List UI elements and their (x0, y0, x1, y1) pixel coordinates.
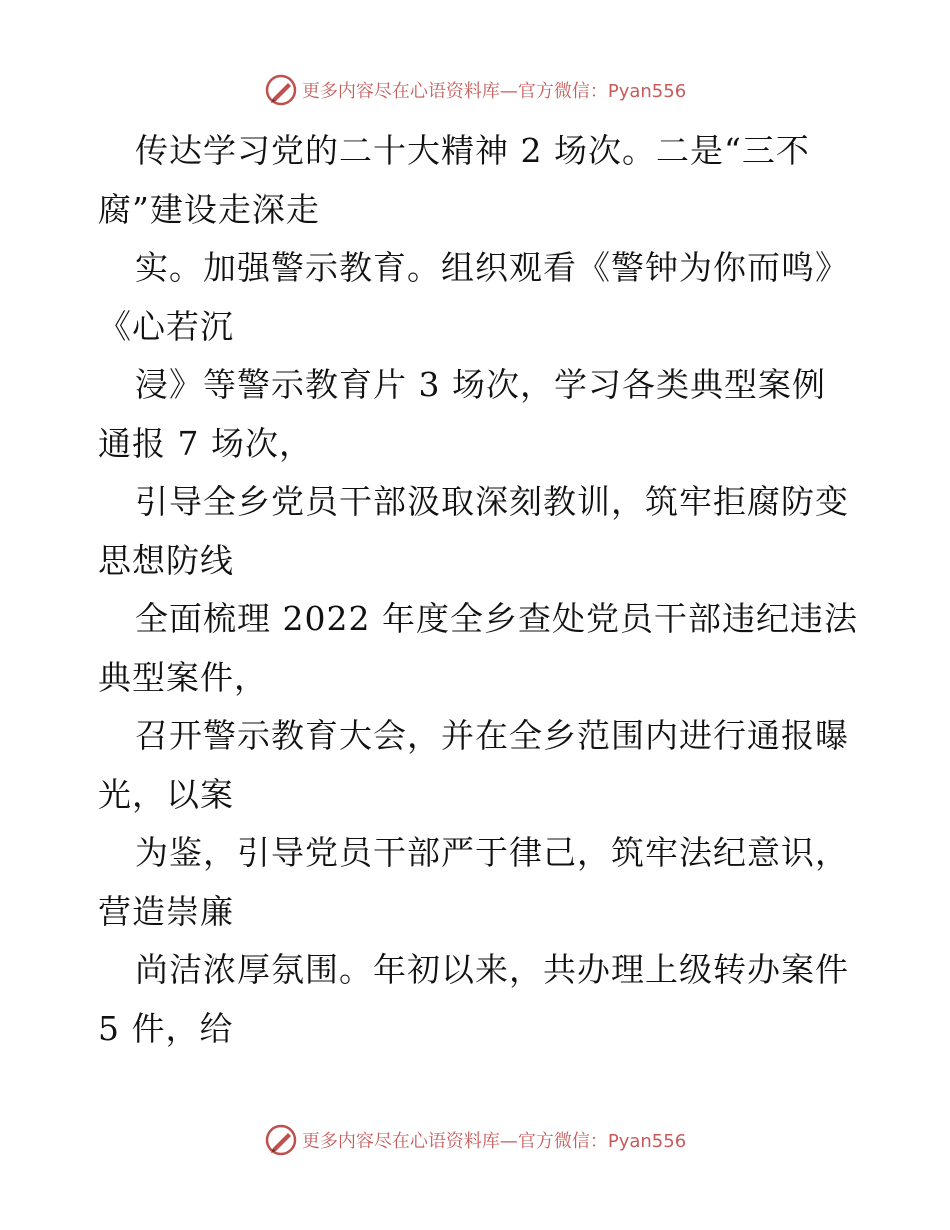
watermark-link[interactable]: 更多内容尽在心语资料库 (301, 81, 500, 102)
text-line: 通报 7 场次， (98, 423, 313, 463)
paragraph (98, 473, 858, 590)
text-line: 营造崇廉 (98, 891, 234, 931)
text-line: 召开警示教育大会，并在全乡范围内进行通报曝 (135, 716, 849, 755)
watermark-text (302, 77, 686, 103)
paragraph (98, 122, 858, 239)
text-line: 思想防线 (98, 540, 234, 580)
text-line: 光，以案 (98, 774, 234, 814)
document-body (98, 122, 858, 1058)
text-line: 全面梳理 2022 年度全乡查处党员干部违纪违法 (135, 599, 858, 638)
pen-logo-icon (264, 73, 298, 107)
text-line: 腐”建设走深走 (98, 189, 320, 229)
watermark-text (302, 1127, 686, 1153)
watermark-link[interactable]: 更多内容尽在心语资料库 (301, 1131, 500, 1152)
paragraph (98, 356, 858, 473)
watermark-separator: — (499, 81, 518, 102)
footer-watermark (0, 1120, 950, 1160)
paragraph (98, 590, 858, 707)
text-line: 《心若沉 (98, 306, 234, 346)
text-line: 为鉴，引导党员干部严于律己，筑牢法纪意识， (135, 833, 849, 872)
text-line: 实。加强警示教育。组织观看《警钟为你而鸣》 (135, 248, 849, 287)
text-line: 5 件，给 (98, 1008, 234, 1048)
paragraph (98, 824, 858, 941)
watermark-contact: 官方微信：Pyan556 (517, 81, 687, 102)
pen-logo-icon (264, 1123, 298, 1157)
watermark-contact: 官方微信：Pyan556 (517, 1131, 687, 1152)
paragraph (98, 707, 858, 824)
text-line: 尚洁浓厚氛围。年初以来，共办理上级转办案件 (135, 950, 849, 989)
paragraph (98, 239, 858, 356)
text-line: 典型案件， (98, 657, 268, 697)
text-line: 引导全乡党员干部汲取深刻教训，筑牢拒腐防变 (135, 482, 849, 521)
paragraph (98, 941, 858, 1058)
header-watermark (0, 70, 950, 110)
watermark-separator: — (499, 1131, 518, 1152)
text-line: 浸》等警示教育片 3 场次，学习各类典型案例 (135, 365, 826, 404)
text-line: 传达学习党的二十大精神 2 场次。二是“三不 (135, 131, 810, 170)
